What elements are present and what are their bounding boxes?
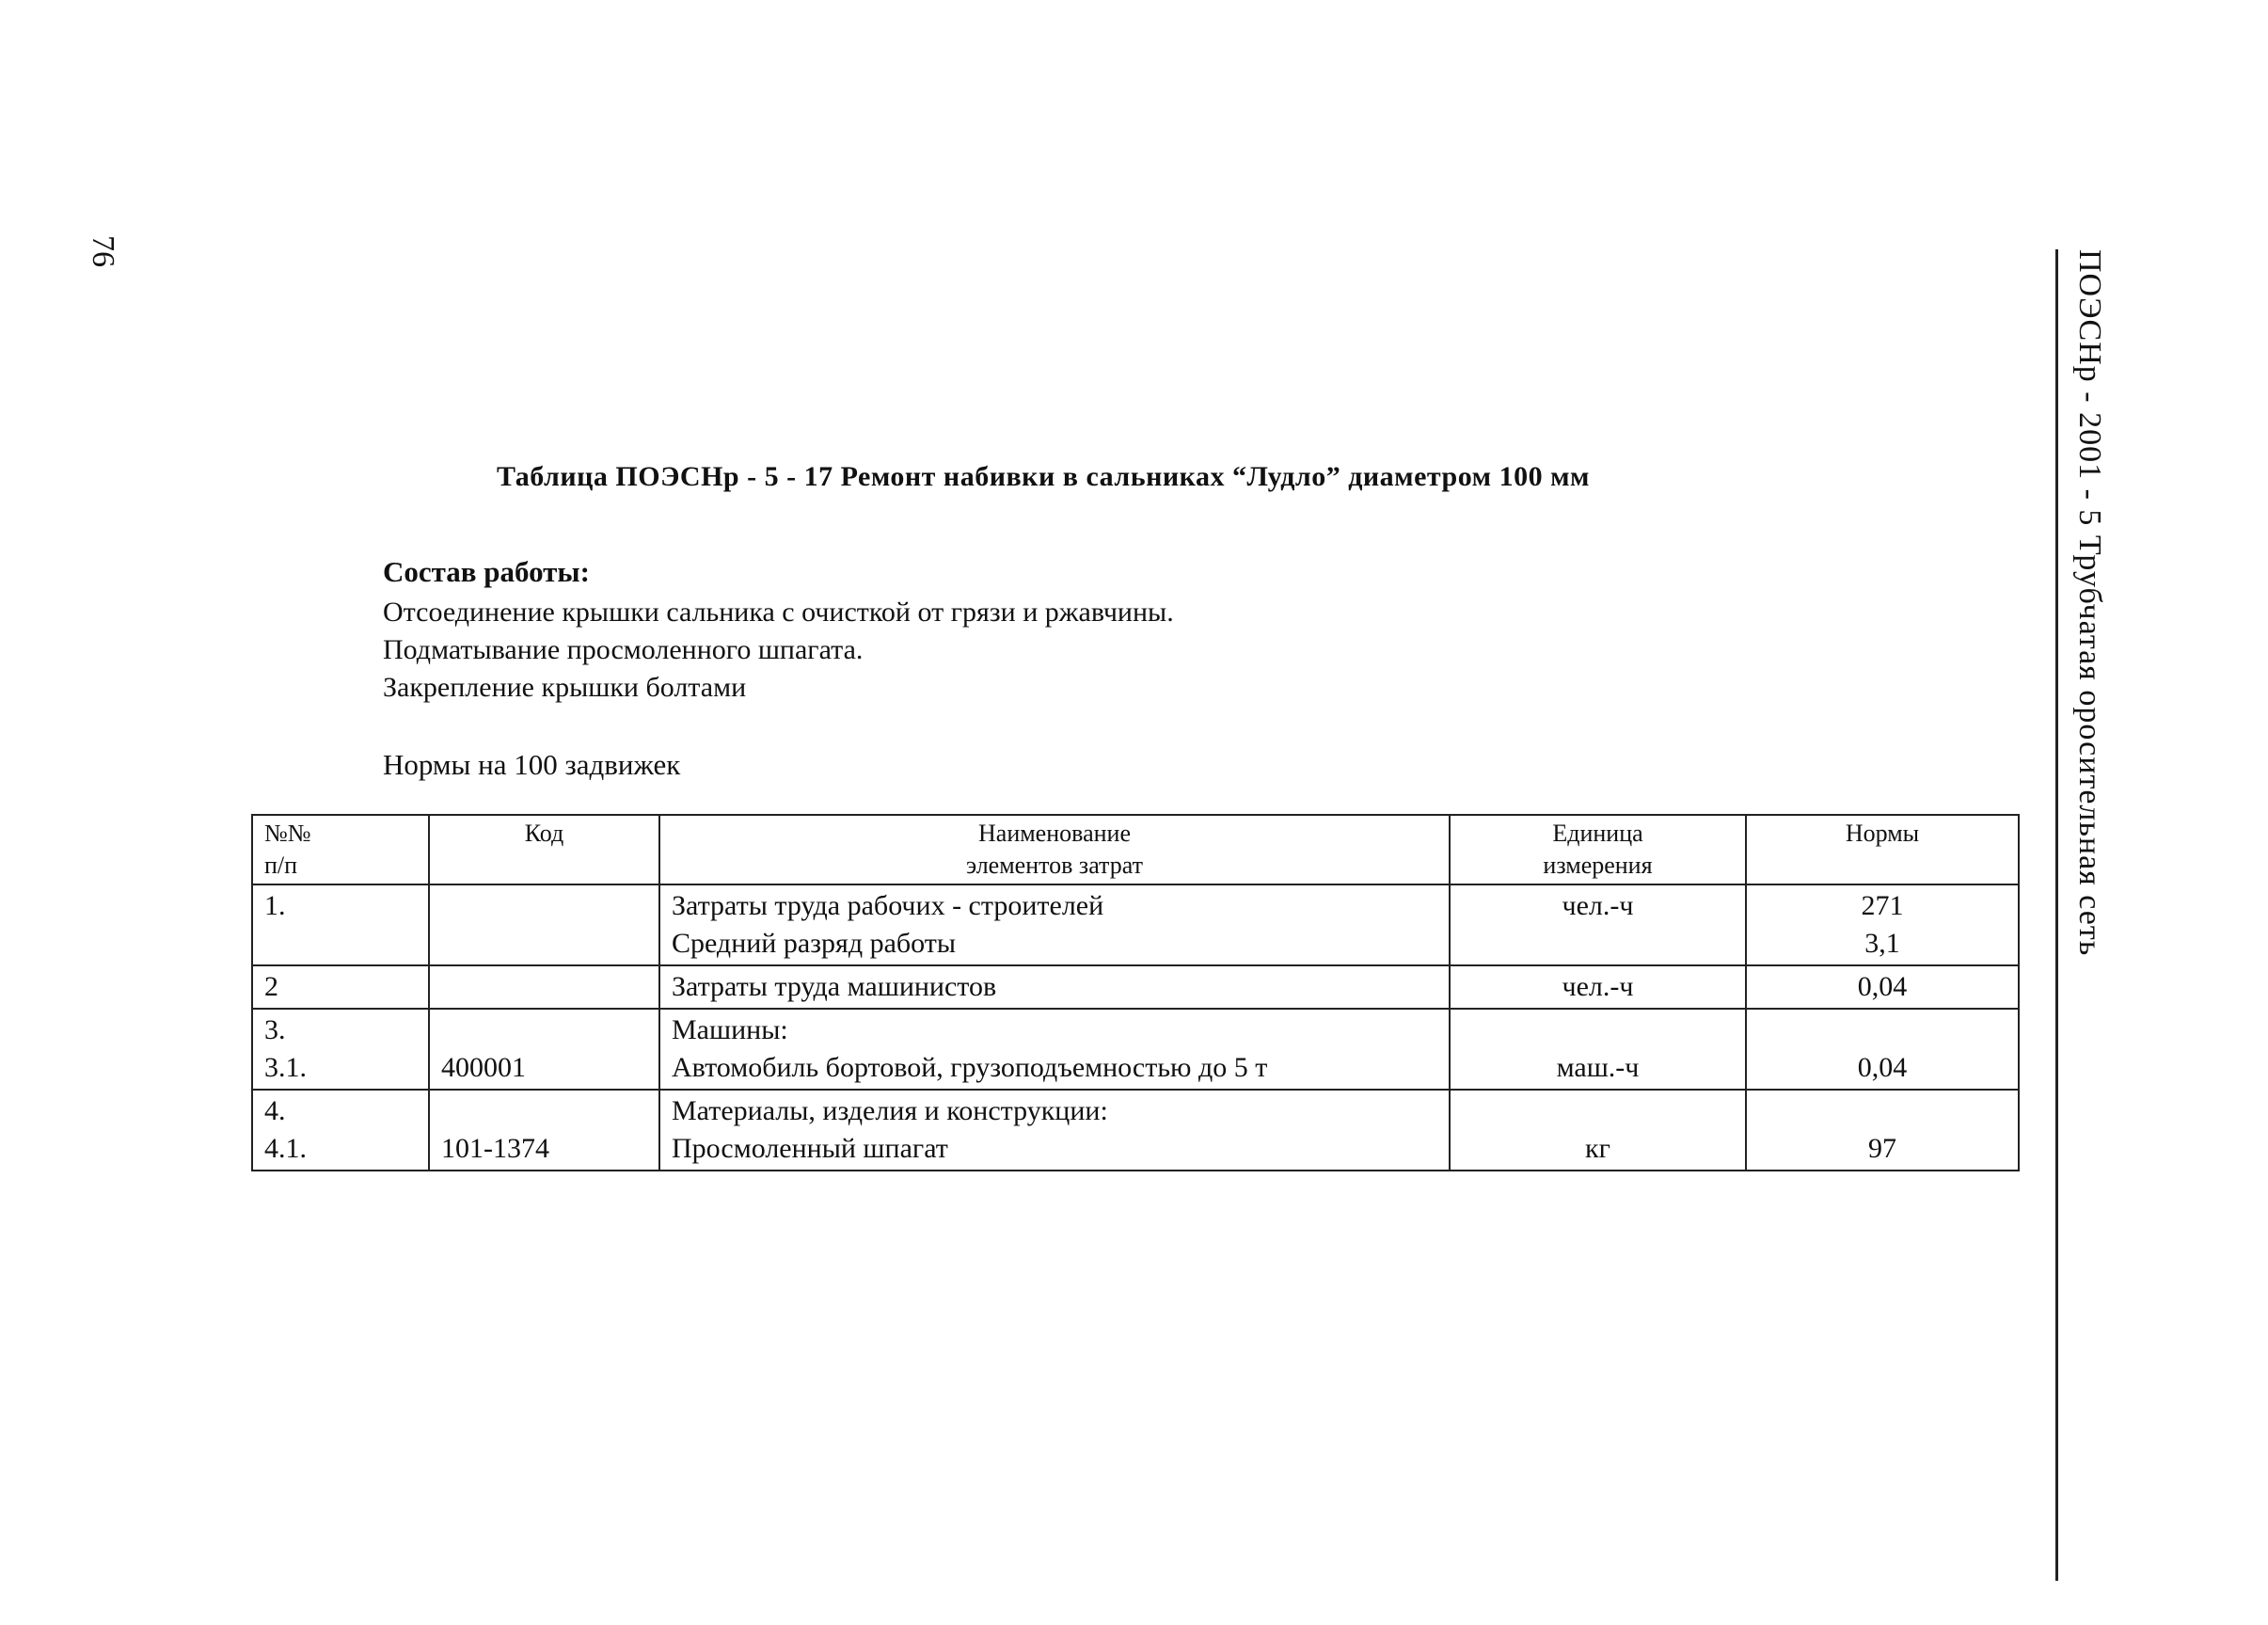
- table-row: [252, 1009, 2019, 1090]
- norms-note: Нормы на 100 задвижек: [383, 748, 681, 781]
- work-line: Закрепление крышки болтами: [383, 672, 747, 703]
- norms-table: [251, 814, 2020, 1171]
- header-norm: Нормы: [1746, 815, 2019, 884]
- cell-unit: кг: [1450, 1090, 1746, 1171]
- cell-num: 3. 3.1.: [252, 1009, 429, 1090]
- cell-num: 4. 4.1.: [252, 1090, 429, 1171]
- cell-norm: 0,04: [1746, 965, 2019, 1009]
- cell-code: [429, 965, 659, 1009]
- cell-unit: чел.-ч: [1450, 965, 1746, 1009]
- header-unit: Единица измерения: [1450, 815, 1746, 884]
- cell-norm: 97: [1746, 1090, 2019, 1171]
- cell-code: 400001: [429, 1009, 659, 1090]
- cell-name: Материалы, изделия и конструкции: Просмоленный шпагат: [659, 1090, 1450, 1171]
- cell-norm: 0,04: [1746, 1009, 2019, 1090]
- cell-unit: чел.-ч: [1450, 884, 1746, 965]
- cell-norm: 271 3,1: [1746, 884, 2019, 965]
- work-line: Отсоединение крышки сальника с очисткой от грязи и ржавчины.: [383, 597, 1174, 628]
- cell-code: [429, 884, 659, 965]
- table-row: [252, 884, 2019, 965]
- header-num: №№ п/п: [252, 815, 429, 884]
- cell-name: Машины: Автомобиль бортовой, грузоподъемностью до 5 т: [659, 1009, 1450, 1090]
- header-code: Код: [429, 815, 659, 884]
- cell-code: 101-1374: [429, 1090, 659, 1171]
- side-rule: [2055, 249, 2058, 1581]
- table-header-row: [252, 815, 2019, 884]
- work-line: Подматывание просмоленного шпагата.: [383, 634, 864, 665]
- table-row: [252, 1090, 2019, 1171]
- table-title: Таблица ПОЭСНр - 5 - 17 Ремонт набивки в сальниках “Лудло” диаметром 100 мм: [497, 461, 1590, 492]
- page-number: 76: [86, 235, 120, 267]
- cell-unit: маш.-ч: [1450, 1009, 1746, 1090]
- table-row: [252, 965, 2019, 1009]
- header-name: Наименование элементов затрат: [659, 815, 1450, 884]
- cell-name: Затраты труда машинистов: [659, 965, 1450, 1009]
- cell-num: 2: [252, 965, 429, 1009]
- cell-name: Затраты труда рабочих - строителей Средний разряд работы: [659, 884, 1450, 965]
- work-heading: Состав работы:: [383, 555, 590, 588]
- side-header: ПОЭСНр - 2001 - 5 Трубчатая оросительная сеть: [2072, 249, 2107, 957]
- cell-num: 1.: [252, 884, 429, 965]
